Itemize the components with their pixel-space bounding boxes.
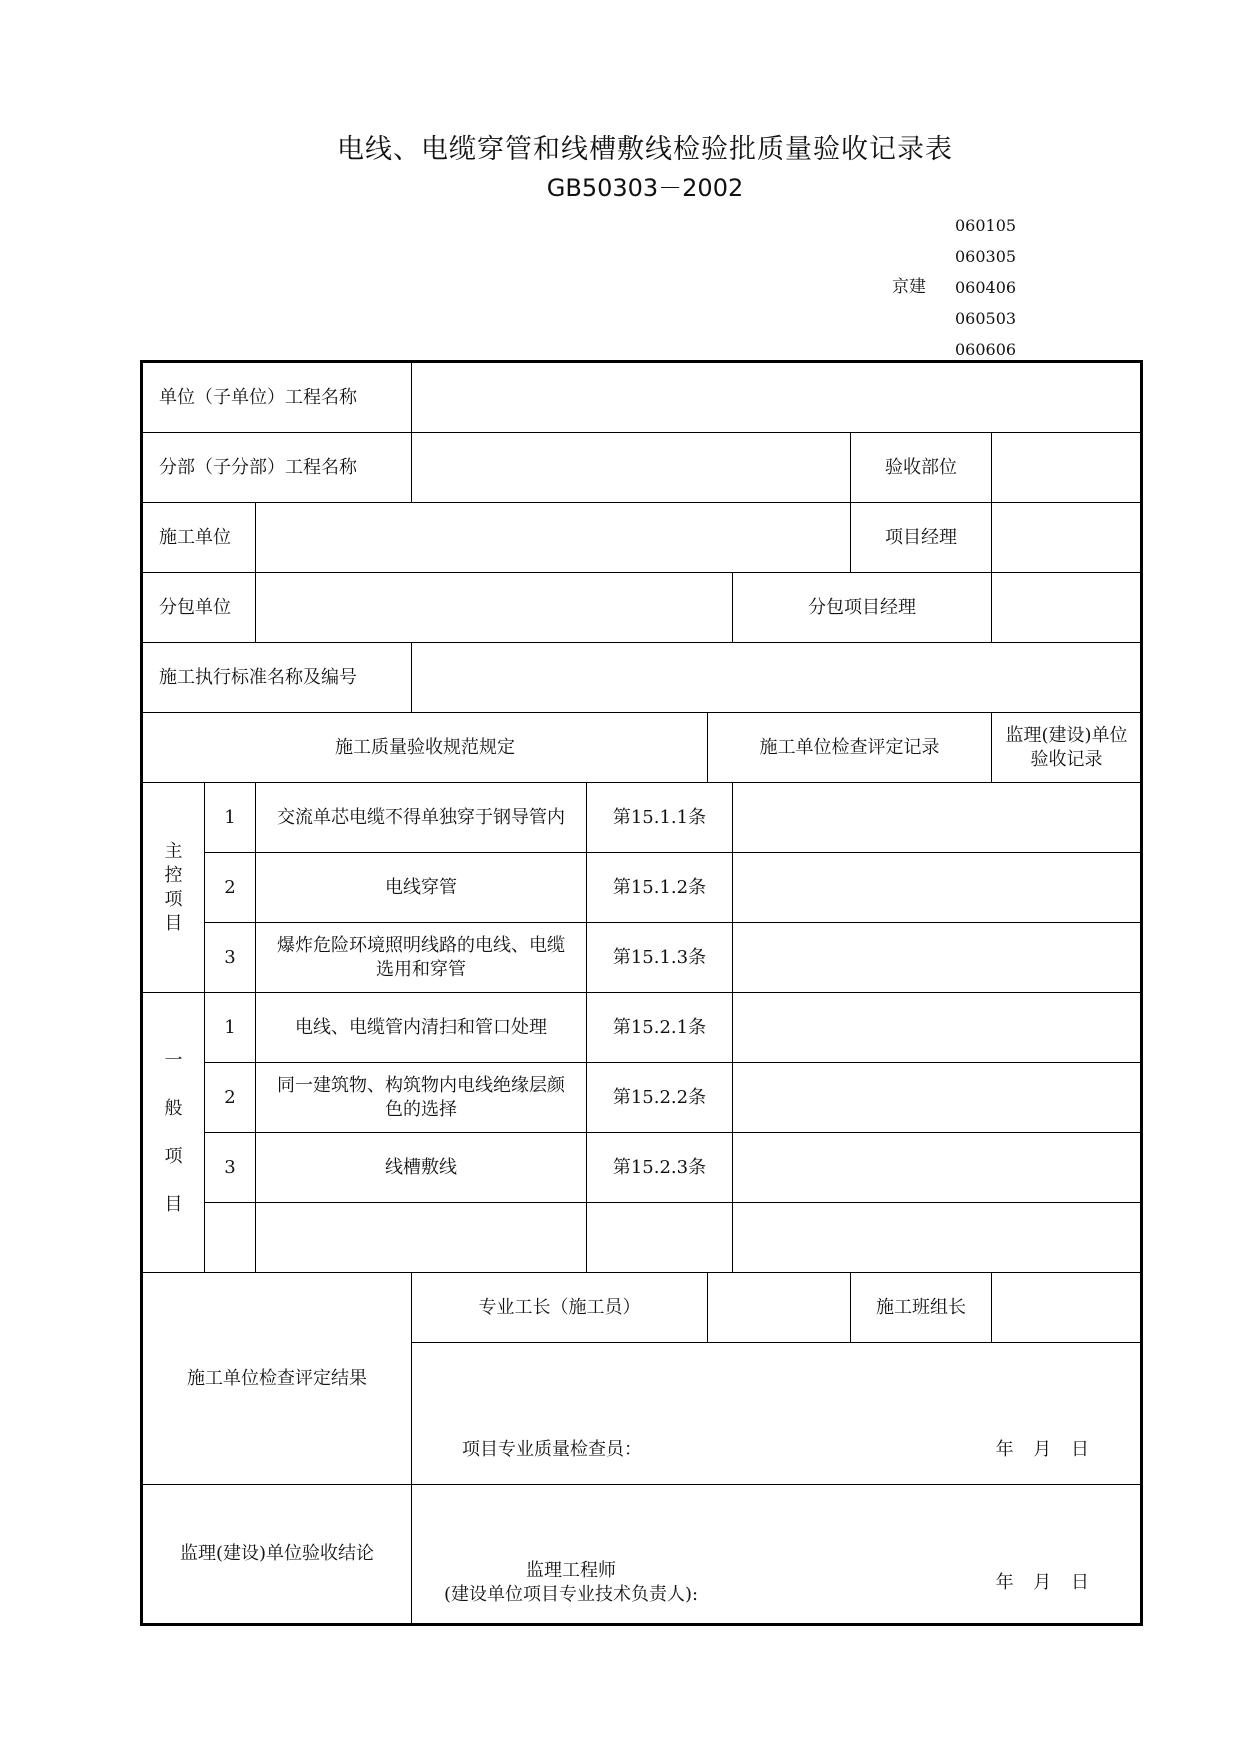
main-items-label [142, 783, 205, 993]
document-title: 电线、电缆穿管和线槽敷线检验批质量验收记录表 [337, 134, 953, 165]
check-record-header: 施工单位检查评定记录 [708, 713, 992, 783]
foreman-label: 专业工长（施工员） [412, 1273, 708, 1343]
team-leader-label: 施工班组长 [851, 1273, 992, 1343]
item-description-line: 色的选择 [385, 1098, 457, 1120]
item-description-line: 电线穿管 [385, 876, 457, 898]
subcontract-unit-label: 分包单位 [142, 573, 256, 643]
item-description [256, 853, 587, 923]
item-description [256, 923, 587, 993]
item-check-record-empty[interactable] [733, 1203, 1142, 1273]
construction-unit-value[interactable] [256, 503, 851, 573]
unit-project-label: 单位（子单位）工程名称 [142, 362, 412, 433]
standard-value[interactable] [412, 643, 1142, 713]
sub-project-value[interactable] [412, 433, 851, 503]
item-description-line: 同一建筑物、构筑物内电线绝缘层颜 [277, 1074, 565, 1096]
supervision-header-line2: 验收记录 [1030, 748, 1103, 770]
item-no: 3 [205, 1133, 256, 1203]
item-check-record[interactable] [733, 1063, 1142, 1133]
item-description-line: 电线、电缆管内清扫和管口处理 [295, 1016, 547, 1038]
form-codes [955, 210, 1016, 365]
item-clause: 第15.2.1条 [587, 993, 733, 1063]
item-description [256, 1133, 587, 1203]
unit-project-value[interactable] [412, 362, 1142, 433]
item-no: 1 [205, 993, 256, 1063]
accept-part-label: 验收部位 [851, 433, 992, 503]
result-date: 年 月 日 [995, 1439, 1090, 1460]
conclusion-signature-area[interactable] [412, 1485, 1142, 1625]
item-description [256, 993, 587, 1063]
item-check-record[interactable] [733, 783, 1142, 853]
form-code: 060503 [955, 309, 1017, 328]
conclusion-label: 监理(建设)单位验收结论 [142, 1485, 412, 1625]
project-manager-label: 项目经理 [851, 503, 992, 573]
standard-number: GB50303－2002 [546, 174, 744, 202]
main-items-label-text: 主控项目 [164, 840, 183, 934]
item-no: 3 [205, 923, 256, 993]
engineer-label-line1: 监理工程师 [526, 1560, 617, 1581]
item-clause-empty[interactable] [587, 1203, 733, 1273]
form-code: 060406 [955, 278, 1017, 297]
sub-project-manager-label: 分包项目经理 [733, 573, 992, 643]
item-description [256, 1063, 587, 1133]
item-no-empty[interactable] [205, 1203, 256, 1273]
item-description-empty[interactable] [256, 1203, 587, 1273]
item-check-record[interactable] [733, 1133, 1142, 1203]
item-description-line: 选用和穿管 [376, 958, 466, 980]
item-clause: 第15.2.3条 [587, 1133, 733, 1203]
standard-label: 施工执行标准名称及编号 [142, 643, 412, 713]
inspection-form-table [140, 360, 1143, 1626]
item-description-line: 爆炸危险环境照明线路的电线、电缆 [277, 934, 565, 956]
sub-project-manager-value[interactable] [992, 573, 1142, 643]
item-no: 1 [205, 783, 256, 853]
item-description [256, 783, 587, 853]
item-no: 2 [205, 1063, 256, 1133]
item-clause: 第15.2.2条 [587, 1063, 733, 1133]
construction-unit-label: 施工单位 [142, 503, 256, 573]
form-code: 060305 [955, 247, 1017, 266]
item-no: 2 [205, 853, 256, 923]
inspector-label: 项目专业质量检查员： [462, 1439, 642, 1460]
sub-project-label: 分部（子分部）工程名称 [142, 433, 412, 503]
supervision-record-header [992, 713, 1142, 783]
accept-part-value[interactable] [992, 433, 1142, 503]
item-clause: 第15.1.2条 [587, 853, 733, 923]
item-clause: 第15.1.1条 [587, 783, 733, 853]
result-signature-area[interactable] [412, 1343, 1142, 1485]
team-leader-value[interactable] [992, 1273, 1142, 1343]
conclusion-date: 年 月 日 [995, 1572, 1090, 1593]
general-items-label [142, 993, 205, 1273]
foreman-value[interactable] [708, 1273, 851, 1343]
engineer-label [444, 1559, 698, 1607]
item-check-record[interactable] [733, 993, 1142, 1063]
engineer-label-line2: (建设单位项目专业技术负责人): [444, 1584, 699, 1605]
item-check-record[interactable] [733, 923, 1142, 993]
item-description-line: 交流单芯电缆不得单独穿于钢导管内 [277, 806, 565, 828]
item-check-record[interactable] [733, 853, 1142, 923]
supervision-header-line1: 监理(建设)单位 [1005, 724, 1128, 746]
subcontract-unit-value[interactable] [256, 573, 733, 643]
item-description-line: 线槽敷线 [385, 1156, 457, 1178]
form-code: 060105 [955, 216, 1017, 235]
result-label: 施工单位检查评定结果 [142, 1273, 412, 1485]
general-items-label-text: 一般项目 [164, 1049, 183, 1215]
item-clause: 第15.1.3条 [587, 923, 733, 993]
jingjian-label: 京建 [892, 277, 926, 297]
spec-header: 施工质量验收规范规定 [142, 713, 708, 783]
form-code: 060606 [955, 340, 1017, 359]
project-manager-value[interactable] [992, 503, 1142, 573]
